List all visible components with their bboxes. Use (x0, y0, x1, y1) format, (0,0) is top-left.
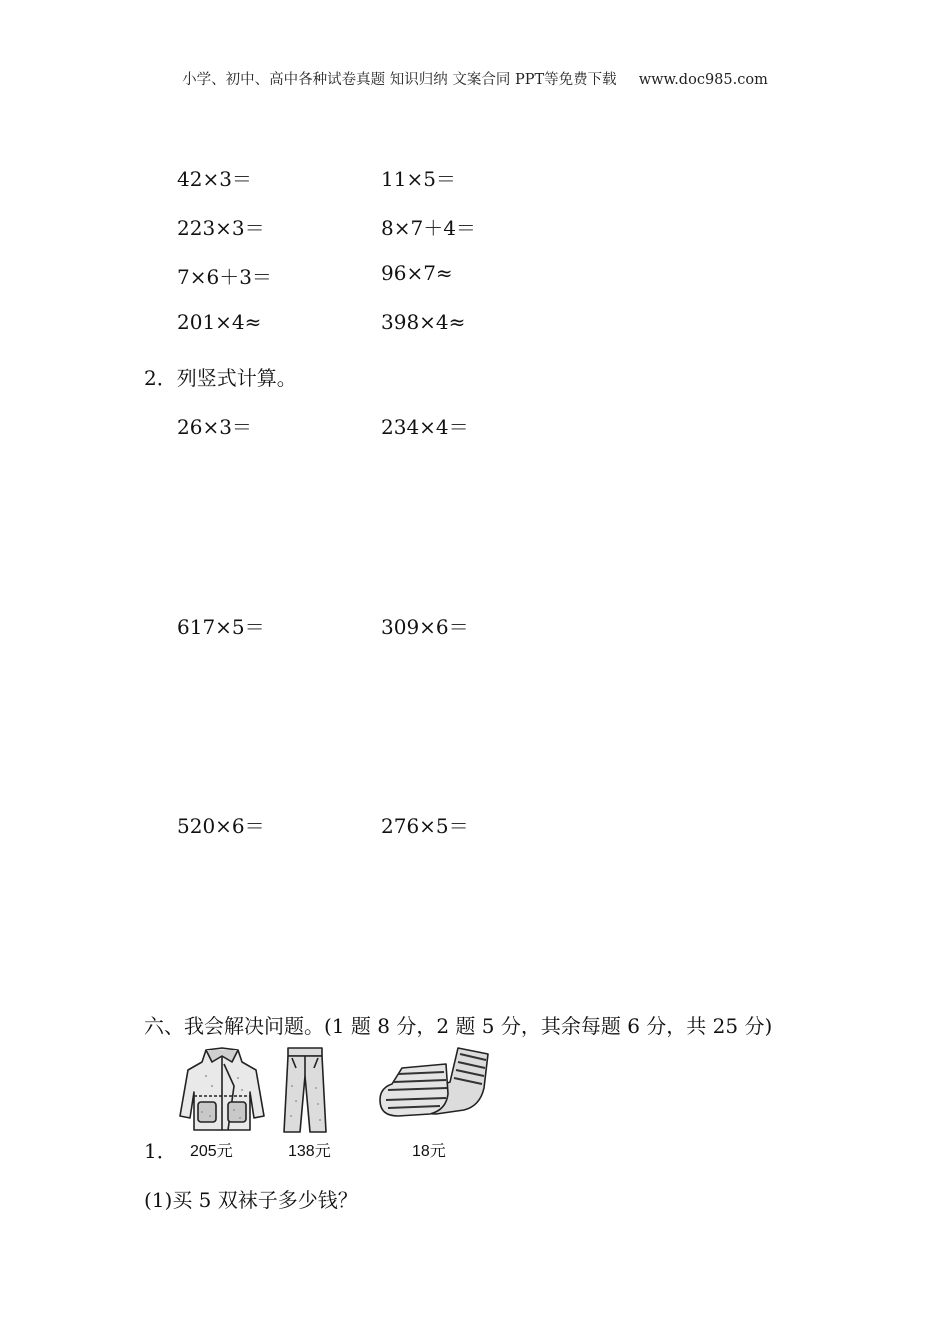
pants-price: 138元 (288, 1143, 331, 1160)
jacket-price: 205元 (190, 1143, 233, 1160)
vertical-calc-equation: 276×5＝ (381, 814, 469, 838)
question-1-number: 1． (144, 1139, 177, 1163)
page-header (0, 68, 950, 89)
vertical-calc-equation: 520×6＝ (177, 814, 265, 838)
pants-icon (282, 1046, 328, 1134)
socks-icon (376, 1044, 494, 1120)
vertical-calc-equation: 26×3＝ (177, 415, 252, 439)
equation: 398×4≈ (381, 310, 466, 334)
header-text: 小学、初中、高中各种试卷真题 知识归纳 文案合同 PPT等免费下载 (182, 72, 617, 88)
socks-price: 18元 (412, 1143, 446, 1160)
equation: 223×3＝ (177, 216, 265, 240)
question-2-title: 2．列竖式计算。 (144, 366, 297, 390)
jacket-icon (176, 1046, 268, 1132)
vertical-calc-equation: 617×5＝ (177, 615, 265, 639)
equation: 96×7≈ (381, 261, 453, 285)
section-6-title: 六、我会解决问题。(1 题 8 分，2 题 5 分，其余每题 6 分，共 25 分) (144, 1014, 773, 1038)
equation: 11×5＝ (381, 167, 456, 191)
equation: 201×4≈ (177, 310, 262, 334)
sub-question-1: (1)买 5 双袜子多少钱？ (144, 1188, 358, 1212)
equation: 42×3＝ (177, 167, 252, 191)
header-site: www.doc985.com (638, 72, 768, 88)
vertical-calc-equation: 234×4＝ (381, 415, 469, 439)
vertical-calc-equation: 309×6＝ (381, 615, 469, 639)
equation: 7×6＋3＝ (177, 265, 272, 289)
equation: 8×7＋4＝ (381, 216, 476, 240)
